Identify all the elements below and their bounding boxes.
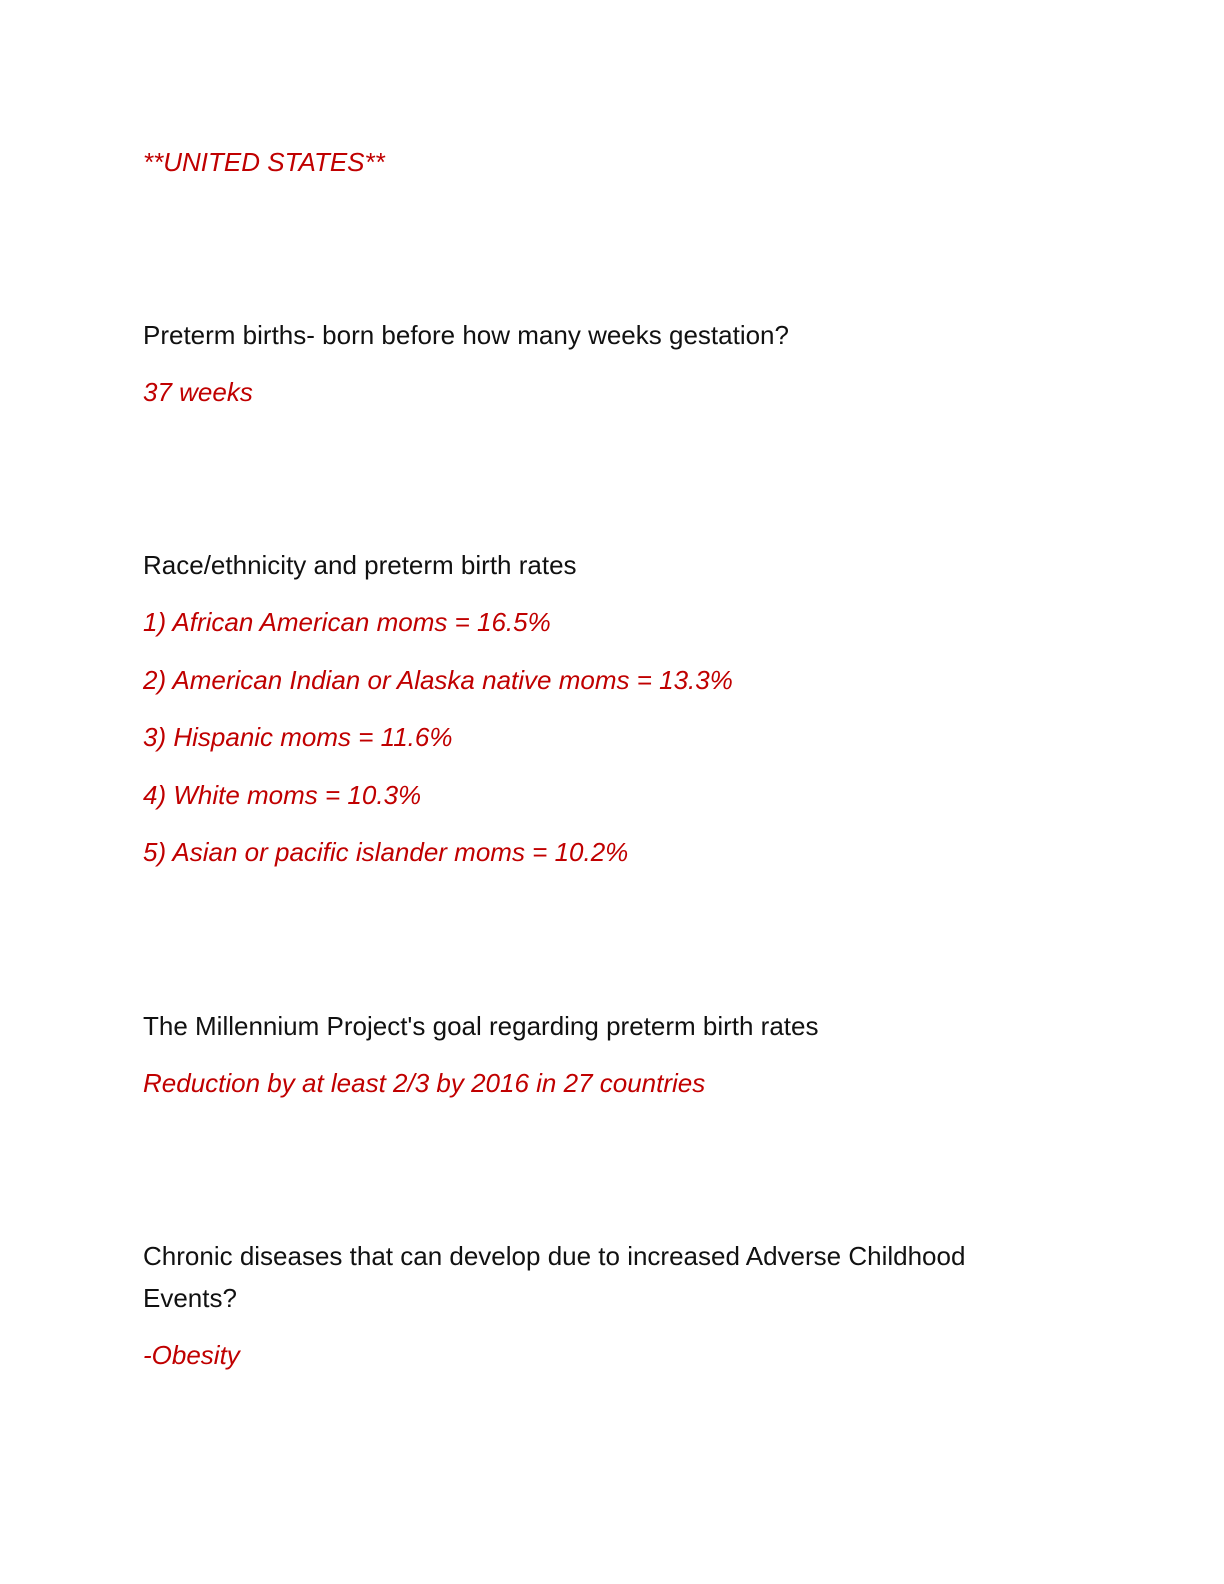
question-chronic-diseases-line1: Chronic diseases that can develop due to increased Adverse Childhood (143, 1241, 966, 1271)
question-chronic-diseases-line2: Events? (143, 1283, 237, 1313)
question-race-ethnicity: Race/ethnicity and preterm birth rates (143, 550, 577, 580)
answer-item-2: 2) American Indian or Alaska native moms = 13.3% (143, 665, 733, 695)
answer-item-5: 5) Asian or pacific islander moms = 10.2% (143, 837, 629, 867)
page-heading: **UNITED STATES** (143, 147, 385, 177)
answer-item-1: 1) African American moms = 16.5% (143, 607, 551, 637)
answer-item-3: 3) Hispanic moms = 11.6% (143, 722, 453, 752)
answer-chronic-diseases: -Obesity (143, 1340, 240, 1370)
question-preterm-weeks: Preterm births- born before how many weeks gestation? (143, 320, 789, 350)
question-millennium-goal: The Millennium Project's goal regarding preterm birth rates (143, 1011, 819, 1041)
answer-preterm-weeks: 37 weeks (143, 377, 253, 407)
answer-item-4: 4) White moms = 10.3% (143, 780, 422, 810)
answer-millennium-goal: Reduction by at least 2/3 by 2016 in 27 countries (143, 1068, 706, 1098)
